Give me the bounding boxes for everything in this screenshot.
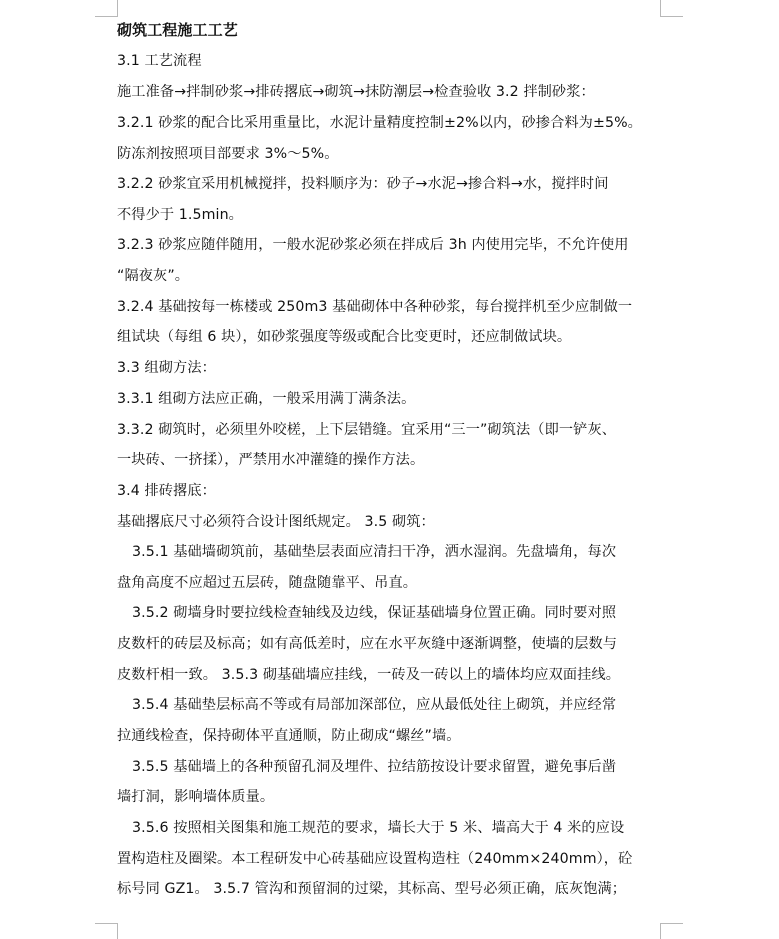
paragraph-line: 不得少于 1.5min。 xyxy=(117,207,243,223)
paragraph-line: 3.5.6 按照相关图集和施工规范的要求，墙长大于 5 米、墙高大于 4 米的应设 xyxy=(132,820,625,836)
crop-mark-bottom-left xyxy=(95,923,118,939)
paragraph-line: 3.5.5 基础墙上的各种预留孔洞及埋件、拉结筋按设计要求留置，避免事后凿 xyxy=(132,759,617,775)
paragraph-line: 3.2.4 基础按每一栋楼或 250m3 基础砌体中各种砂浆，每台搅拌机至少应制做一 xyxy=(117,299,633,315)
document-page xyxy=(117,0,665,939)
paragraph-line: 3.2.3 砂浆应随伴随用，一般水泥砂浆必须在拌成后 3h 内使用完毕，不允许使用 xyxy=(117,237,629,253)
paragraph-line: “隔夜灰”。 xyxy=(117,268,190,284)
crop-mark-top-left xyxy=(95,0,118,17)
paragraph-line: 皮数杆的砖层及标高；如有高低差时，应在水平灰缝中逐渐调整，使墙的层数与 xyxy=(117,636,618,652)
paragraph-line: 基础撂底尺寸必须符合设计图纸规定。 3.5 砌筑： xyxy=(117,514,435,530)
paragraph-line: 组试块（每组 6 块），如砂浆强度等级或配合比变更时，还应制做试块。 xyxy=(117,329,572,345)
paragraph-line: 3.5.1 基础墙砌筑前，基础垫层表面应清扫干净，洒水湿润。先盘墙角，每次 xyxy=(132,544,617,560)
section-heading: 3.1 工艺流程 xyxy=(117,53,202,69)
paragraph-line: 标号同 GZ1。 3.5.7 管沟和预留洞的过梁，其标高、型号必须正确，底灰饱满； xyxy=(117,881,627,897)
section-heading: 3.4 排砖撂底： xyxy=(117,483,216,499)
paragraph-line: 3.2.2 砂浆宜采用机械搅拌，投料顺序为：砂子→水泥→掺合料→水，搅拌时间 xyxy=(117,176,609,192)
paragraph-line: 防冻剂按照项目部要求 3%～5%。 xyxy=(117,146,339,162)
paragraph-line: 3.5.4 基础垫层标高不等或有局部加深部位，应从最低处往上砌筑，并应经常 xyxy=(132,697,617,713)
document-title: 砌筑工程施工工艺 xyxy=(117,21,238,39)
paragraph-line: 3.3.1 组砌方法应正确，一般采用满丁满条法。 xyxy=(117,391,416,407)
paragraph-line: 拉通线检查，保持砌体平直通顺，防止砌成“螺丝”墙。 xyxy=(117,728,461,744)
paragraph-line: 3.5.2 砌墙身时要拉线检查轴线及边线，保证基础墙身位置正确。同时要对照 xyxy=(132,605,617,621)
paragraph-line: 墙打洞，影响墙体质量。 xyxy=(117,789,275,805)
paragraph-line: 置构造柱及圈梁。本工程研发中心砖基础应设置构造柱（240mm×240mm），砼 xyxy=(117,851,633,867)
paragraph-line: 施工准备→拌制砂浆→排砖撂底→砌筑→抹防潮层→检查验收 3.2 拌制砂浆： xyxy=(117,84,595,100)
paragraph-line: 3.3.2 砌筑时，必须里外咬槎，上下层错缝。宜采用“三一”砌筑法（即一铲灰、 xyxy=(117,422,617,438)
section-heading: 3.3 组砌方法： xyxy=(117,360,216,376)
paragraph-line: 皮数杆相一致。 3.5.3 砌基础墙应挂线，一砖及一砖以上的墙体均应双面挂线。 xyxy=(117,667,621,683)
paragraph-line: 一块砖、一挤揉），严禁用水冲灌缝的操作方法。 xyxy=(117,452,425,468)
paragraph-line: 盘角高度不应超过五层砖，随盘随靠平、吊直。 xyxy=(117,575,418,591)
paragraph-line: 3.2.1 砂浆的配合比采用重量比，水泥计量精度控制±2%以内，砂掺合料为±5%。 xyxy=(117,115,642,131)
